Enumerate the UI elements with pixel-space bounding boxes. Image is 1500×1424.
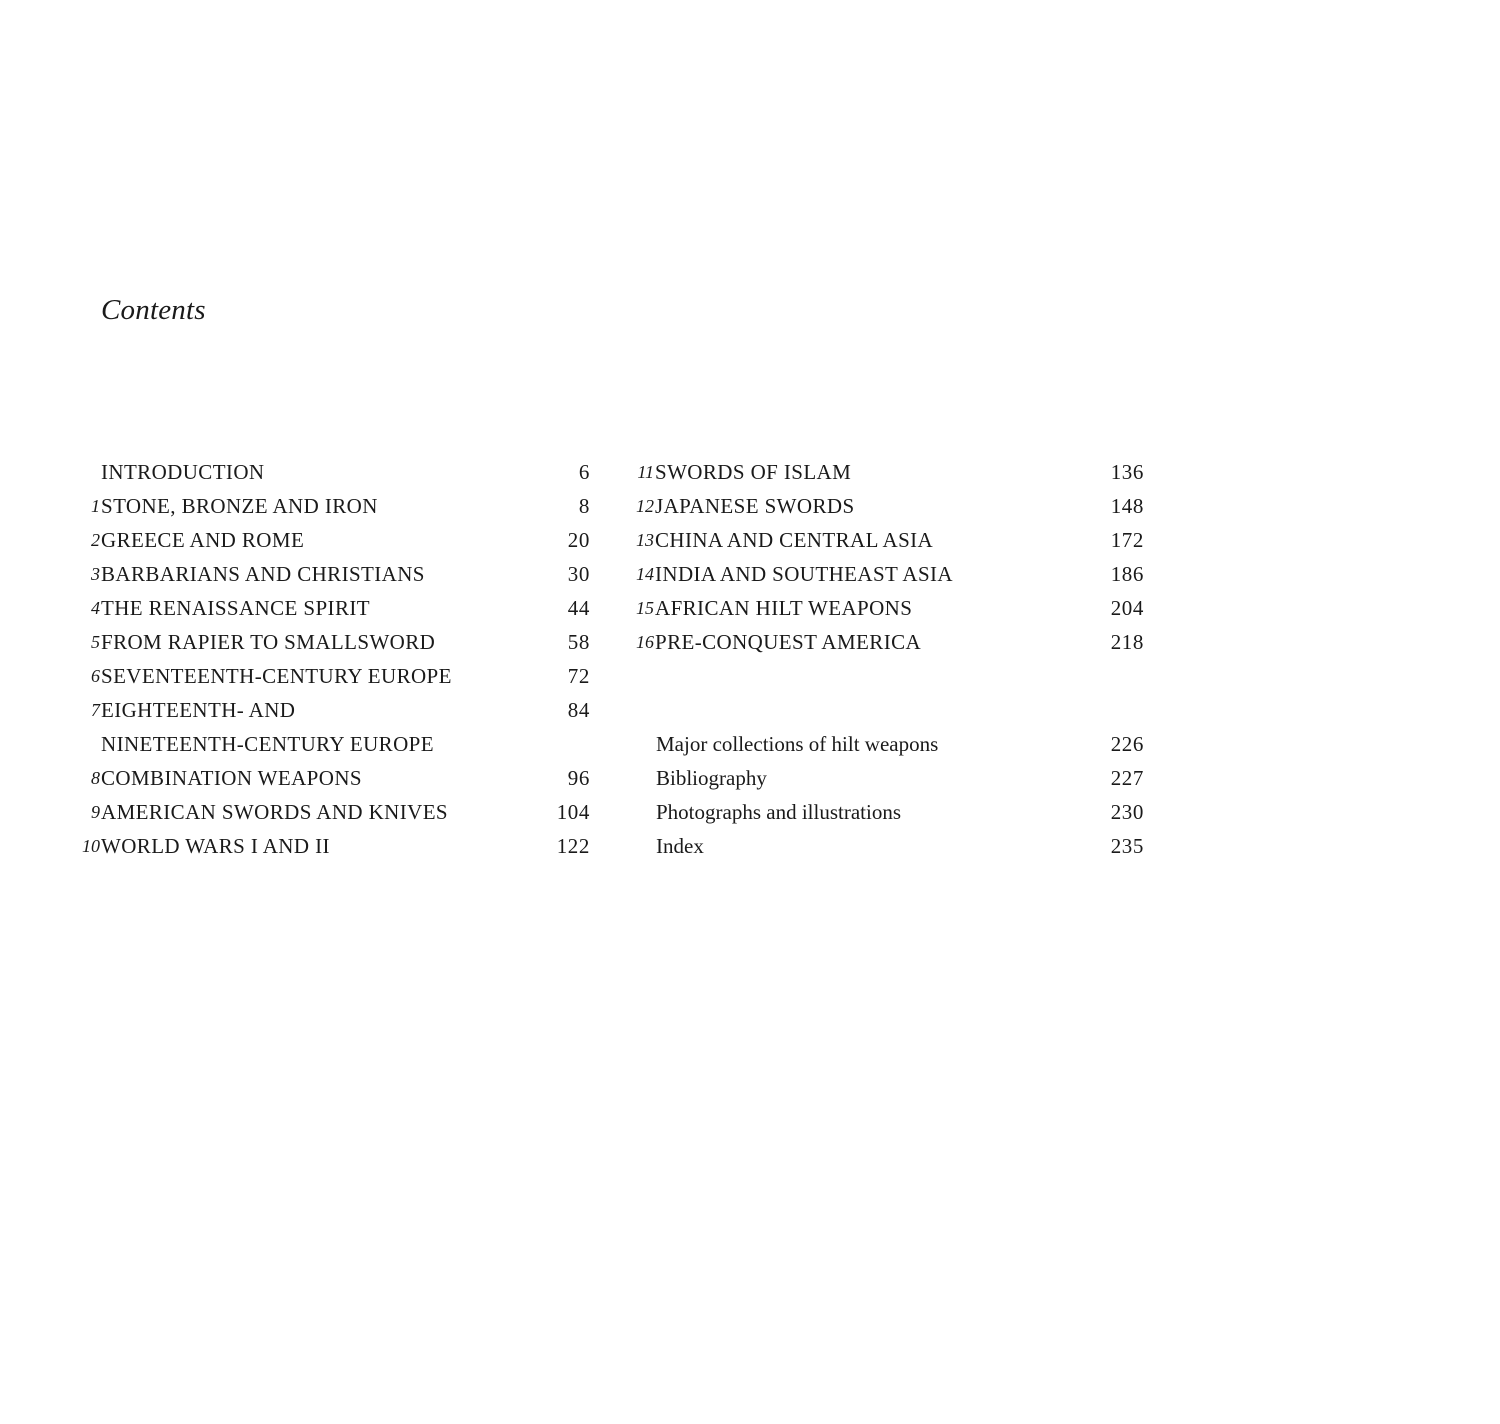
page-number: 84 <box>567 698 590 722</box>
toc-entry-major-collections[interactable] <box>594 727 1144 761</box>
chapter-number: 4 <box>91 598 100 618</box>
page-title: Contents <box>101 294 206 326</box>
page-number: 230 <box>1110 800 1144 824</box>
page-number: 172 <box>1110 528 1144 552</box>
chapter-number: 12 <box>636 496 654 516</box>
page-number: 8 <box>578 494 590 518</box>
toc-entry-chapter-9[interactable] <box>40 795 590 829</box>
toc-entry-chapter-4[interactable] <box>40 591 590 625</box>
page-number: 44 <box>567 596 590 620</box>
chapter-title: SWORDS OF ISLAM <box>655 460 852 484</box>
page-number: 235 <box>1110 834 1144 858</box>
toc-entry-chapter-7-continued[interactable] <box>40 727 590 761</box>
chapter-title: INDIA AND SOUTHEAST ASIA <box>655 562 953 586</box>
page-number: 30 <box>567 562 590 586</box>
section-spacer <box>594 659 1144 693</box>
chapter-title: AMERICAN SWORDS AND KNIVES <box>101 800 449 824</box>
toc-entry-photographs[interactable] <box>594 795 1144 829</box>
toc-entry-chapter-13[interactable] <box>594 523 1144 557</box>
chapter-number: 9 <box>91 802 100 822</box>
toc-entry-index[interactable] <box>594 829 1144 863</box>
chapter-number: 8 <box>91 768 100 788</box>
toc-right-column <box>594 455 1144 863</box>
chapter-title: FROM RAPIER TO SMALLSWORD <box>101 630 436 654</box>
chapter-number: 3 <box>91 564 100 584</box>
toc-entry-chapter-7[interactable] <box>40 693 590 727</box>
toc-entry-chapter-1[interactable] <box>40 489 590 523</box>
chapter-number: 5 <box>91 632 100 652</box>
toc-entry-chapter-5[interactable] <box>40 625 590 659</box>
toc-left-column <box>40 455 590 863</box>
chapter-title: CHINA AND CENTRAL ASIA <box>655 528 934 552</box>
toc-entry-chapter-16[interactable] <box>594 625 1144 659</box>
toc-entry-chapter-15[interactable] <box>594 591 1144 625</box>
page-number: 148 <box>1110 494 1144 518</box>
chapter-number: 1 <box>91 496 100 516</box>
chapter-number: 14 <box>636 564 654 584</box>
chapter-number: 16 <box>636 632 654 652</box>
chapter-title: STONE, BRONZE AND IRON <box>101 494 378 518</box>
chapter-title: JAPANESE SWORDS <box>655 494 855 518</box>
back-matter-title: Bibliography <box>656 766 767 790</box>
chapter-title: GREECE AND ROME <box>101 528 305 552</box>
back-matter-title: Index <box>656 834 704 858</box>
page-number: 96 <box>567 766 590 790</box>
chapter-title: PRE-CONQUEST AMERICA <box>655 630 922 654</box>
chapter-title: NINETEENTH-CENTURY EUROPE <box>101 732 434 756</box>
toc-entry-chapter-2[interactable] <box>40 523 590 557</box>
toc-entry-chapter-10[interactable] <box>40 829 590 863</box>
chapter-number: 7 <box>91 700 100 720</box>
toc-entry-chapter-8[interactable] <box>40 761 590 795</box>
toc-entry-bibliography[interactable] <box>594 761 1144 795</box>
toc-entry-chapter-12[interactable] <box>594 489 1144 523</box>
toc-entry-chapter-3[interactable] <box>40 557 590 591</box>
page-number: 58 <box>567 630 590 654</box>
chapter-title: BARBARIANS AND CHRISTIANS <box>101 562 425 586</box>
chapter-title: SEVENTEENTH-CENTURY EUROPE <box>101 664 452 688</box>
chapter-number: 15 <box>636 598 654 618</box>
page-number: 204 <box>1110 596 1144 620</box>
page-number: 136 <box>1110 460 1144 484</box>
section-spacer <box>594 693 1144 727</box>
chapter-number: 10 <box>82 836 100 856</box>
chapter-number: 13 <box>636 530 654 550</box>
page-number: 104 <box>556 800 590 824</box>
page-number: 122 <box>556 834 590 858</box>
back-matter-title: Photographs and illustrations <box>656 800 901 824</box>
page-number: 72 <box>567 664 590 688</box>
chapter-title: COMBINATION WEAPONS <box>101 766 362 790</box>
page-number: 227 <box>1110 766 1144 790</box>
chapter-title: AFRICAN HILT WEAPONS <box>655 596 913 620</box>
chapter-number: 2 <box>91 530 100 550</box>
chapter-title: EIGHTEENTH- AND <box>101 698 296 722</box>
chapter-title: INTRODUCTION <box>101 460 265 484</box>
page-number: 218 <box>1110 630 1144 654</box>
toc-entry-chapter-11[interactable] <box>594 455 1144 489</box>
toc-entry-introduction[interactable] <box>40 455 590 489</box>
page-number: 6 <box>578 460 590 484</box>
page-number: 20 <box>567 528 590 552</box>
page-number: 186 <box>1110 562 1144 586</box>
chapter-number: 6 <box>91 666 100 686</box>
chapter-number: 11 <box>637 462 654 482</box>
toc-entry-chapter-14[interactable] <box>594 557 1144 591</box>
chapter-title: WORLD WARS I AND II <box>101 834 330 858</box>
page-number: 226 <box>1110 732 1144 756</box>
chapter-title: THE RENAISSANCE SPIRIT <box>101 596 370 620</box>
back-matter-title: Major collections of hilt weapons <box>656 732 939 756</box>
toc-entry-chapter-6[interactable] <box>40 659 590 693</box>
